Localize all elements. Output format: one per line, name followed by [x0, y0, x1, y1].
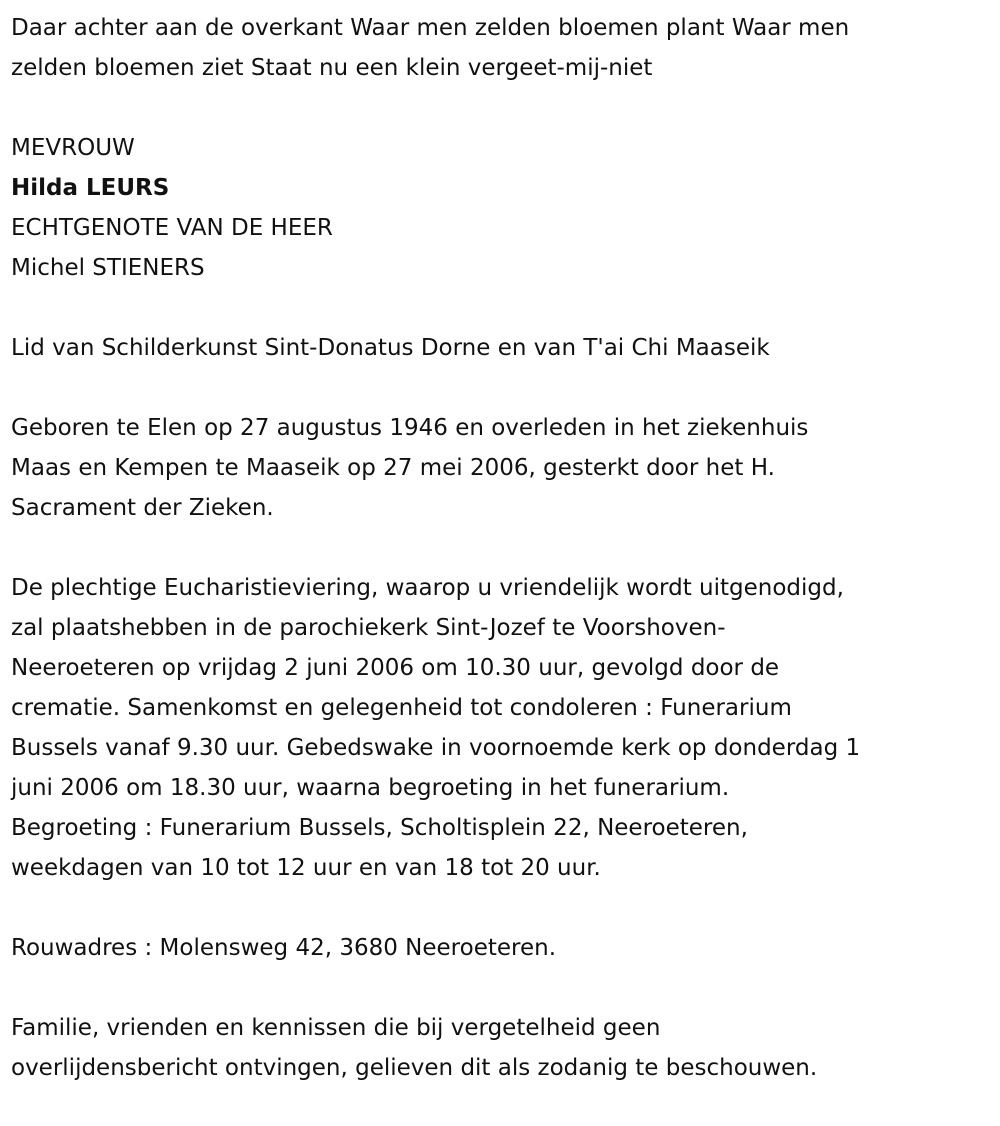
- ceremony-line: De plechtige Eucharistieviering, waarop u vriendelijk wordt uitgenodigd,: [11, 575, 844, 601]
- ceremony-paragraph: [11, 568, 1000, 888]
- membership-line: Lid van Schilderkunst Sint-Donatus Dorne en van T'ai Chi Maaseik: [11, 335, 770, 361]
- ceremony-line: Begroeting : Funerarium Bussels, Scholtisplein 22, Neeroeteren,: [11, 815, 748, 841]
- membership-paragraph: [11, 328, 1000, 368]
- birth-death-paragraph: [11, 408, 1000, 528]
- relation-text: ECHTGENOTE VAN DE HEER: [11, 215, 333, 241]
- ceremony-line: zal plaatshebben in de parochiekerk Sint-Jozef te Voorshoven-: [11, 615, 726, 641]
- closing-paragraph: [11, 1008, 1000, 1088]
- spacer: [11, 368, 1000, 408]
- spacer: [11, 968, 1000, 1008]
- spacer: [11, 288, 1000, 328]
- deceased-name: Hilda LEURS: [11, 175, 170, 201]
- ceremony-line: weekdagen van 10 tot 12 uur en van 18 tot 20 uur.: [11, 855, 601, 881]
- salutation: MEVROUW: [11, 135, 135, 161]
- birth-death-line: Maas en Kempen te Maaseik op 27 mei 2006, gesterkt door het H.: [11, 455, 775, 481]
- spacer: [11, 528, 1000, 568]
- poem-line: Daar achter aan de overkant Waar men zelden bloemen plant Waar men: [11, 15, 850, 41]
- ceremony-line: Neeroeteren op vrijdag 2 juni 2006 om 10.30 uur, gevolgd door de: [11, 655, 780, 681]
- spacer: [11, 88, 1000, 128]
- poem-paragraph: [11, 8, 1000, 88]
- address-line: Rouwadres : Molensweg 42, 3680 Neeroeteren.: [11, 935, 557, 961]
- closing-line: overlijdensbericht ontvingen, gelieven dit als zodanig te beschouwen.: [11, 1055, 818, 1081]
- name-header: [11, 128, 1000, 288]
- spacer: [11, 888, 1000, 928]
- spouse-name: Michel STIENERS: [11, 255, 205, 281]
- ceremony-line: juni 2006 om 18.30 uur, waarna begroeting in het funerarium.: [11, 775, 730, 801]
- closing-line: Familie, vrienden en kennissen die bij vergetelheid geen: [11, 1015, 661, 1041]
- ceremony-line: crematie. Samenkomst en gelegenheid tot condoleren : Funerarium: [11, 695, 792, 721]
- ceremony-line: Bussels vanaf 9.30 uur. Gebedswake in voornoemde kerk op donderdag 1: [11, 735, 861, 761]
- birth-death-line: Geboren te Elen op 27 augustus 1946 en overleden in het ziekenhuis: [11, 415, 809, 441]
- birth-death-line: Sacrament der Zieken.: [11, 495, 274, 521]
- poem-line: zelden bloemen ziet Staat nu een klein vergeet-mij-niet: [11, 55, 653, 81]
- address-paragraph: [11, 928, 1000, 968]
